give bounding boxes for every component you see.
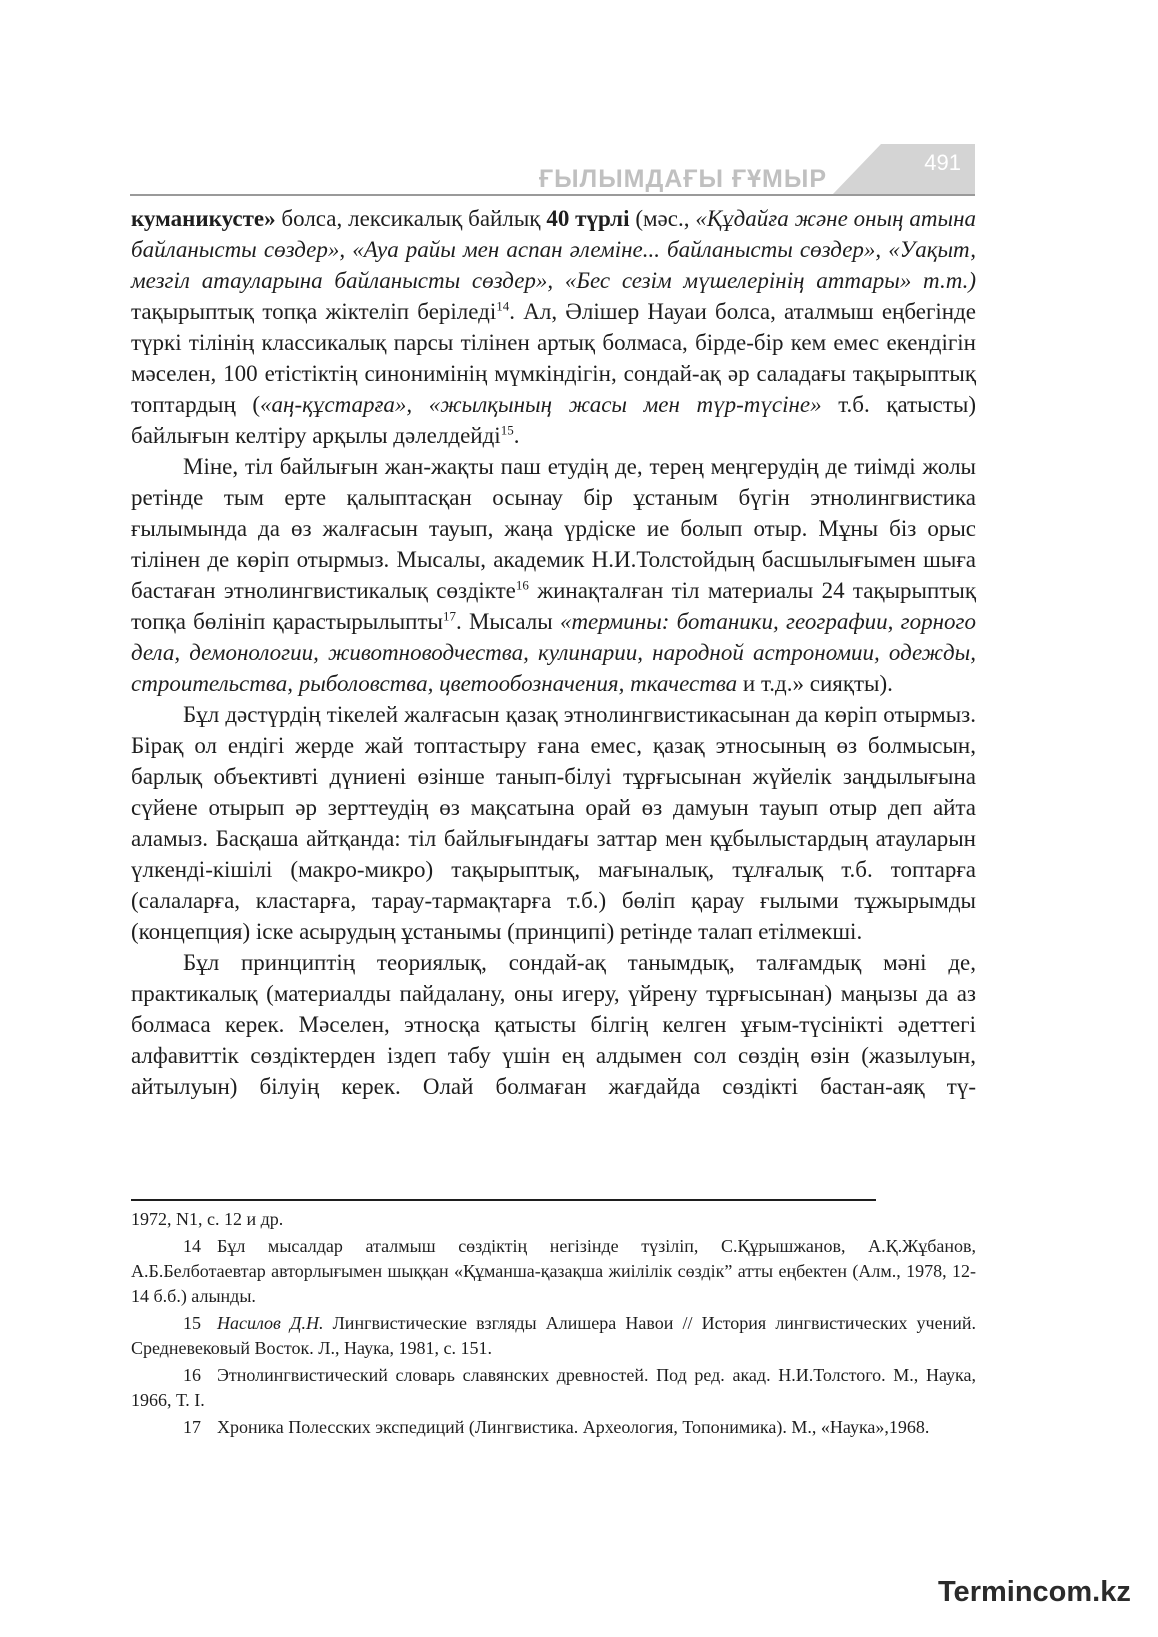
text-run: т.б. қатысты) байлығын келтіру арқылы дәлелдейді bbox=[131, 392, 976, 448]
footnote-text: Бұл мысалдар аталмыш сөздіктің негізінде түзіліп, С.Құрышжанов, А.Қ.Жұбанов, А.Б.Белботаевтар авторлығымен шыққан «Құманша-қазақша жиілілік сөздік” атты еңбектен (Алм., 1978, 12-14 б.б.) алынды. bbox=[131, 1236, 976, 1306]
footnote-number: 14 bbox=[183, 1236, 201, 1256]
text-run: . Ал, Әлішер Науаи болса, аталмыш еңбегінде түркі тілінің классикалық парсы тілінен артық болмаса, бірде-бір кем емес екендігін мәселен, 100 етістіктің синонимінің мүмкіндігін, сондай-ақ әр саладағы тақырыптық топтардың ( bbox=[131, 299, 976, 417]
text-run: . Мысалы bbox=[455, 609, 560, 634]
header-rule bbox=[130, 194, 975, 196]
footnote-continuation: 1972, N1, с. 12 и др. bbox=[131, 1209, 284, 1229]
footnote-number: 15 bbox=[183, 1313, 201, 1333]
italic-examples: «Құдайға және оның атына байланысты сөздер», «Ауа райы мен аспан әлеміне... байланысты сөздер», «Уақыт, мезгіл атауларына байланысты сөздер», «Бес сезім мүшелерінің аттары» т.т.) bbox=[131, 206, 976, 293]
text-run: болса, лексикалық байлық bbox=[275, 206, 547, 231]
site-watermark-logo: Termincom.kz bbox=[938, 1576, 1131, 1608]
footnotes bbox=[131, 1207, 976, 1442]
text-run: жинақталған тіл материалы 24 тақырыптық топқа бөлініп қарастырылыпты bbox=[131, 578, 976, 634]
footnote-author: Насилов Д.Н. bbox=[217, 1313, 324, 1333]
footnote-17 bbox=[131, 1415, 976, 1440]
footnote-text: Хроника Полесских экспедиций (Лингвистика. Археология, Топонимика). М., «Наука»,1968. bbox=[217, 1417, 930, 1437]
text-run: и т.д.» сияқты). bbox=[737, 671, 893, 696]
footnote-ref-16[interactable]: 16 bbox=[515, 577, 529, 593]
footnote-text: Этнолингвистический словарь славянских древностей. Под ред. акад. Н.И.Толстого. М., Наука, 1966, Т. I. bbox=[131, 1365, 976, 1410]
page-number: 491 bbox=[924, 150, 961, 175]
footnote-14 bbox=[131, 1234, 976, 1309]
text-run: (мәс., bbox=[629, 206, 696, 231]
italic-terms: «термины: ботаники, географии, горного дела, демонологии, животноводчества, кулинарии, народной астрономии, одежды, строительства, рыболовства, цветообозначения, ткачества bbox=[131, 609, 976, 696]
bold-term: куманикусте» bbox=[131, 206, 276, 231]
bold-count: 40 түрлі bbox=[546, 206, 630, 231]
italic-examples: «аң-құстарға», «жылқының жасы мен түр-түсіне» bbox=[260, 392, 822, 417]
footnote-number: 17 bbox=[183, 1417, 201, 1437]
running-header bbox=[130, 144, 975, 196]
running-title: ҒЫЛЫМДАҒЫ ҒҰМЫР bbox=[539, 165, 827, 193]
text-run: . bbox=[513, 423, 520, 448]
footnote-16 bbox=[131, 1363, 976, 1413]
footnote-separator bbox=[131, 1199, 876, 1201]
footnote-15 bbox=[131, 1311, 976, 1361]
paragraph-1 bbox=[131, 203, 976, 451]
paragraph-4: Бұл принциптің теориялық, сондай-ақ танымдық, талғамдық мәні де, практикалық (материалды пайдалану, оны игеру, үйрену тұрғысынан) маңызы да аз болмаса керек. Мәселен, этносқа қатысты білгің келген ұғым-түсінікті әдеттегі алфавиттік сөздіктерден іздеп табу үшін ең алдымен сол сөздің өзін (жазылуын, айтылуын) білуің керек. Олай болмаған жағдайда сөздікті бастан-аяқ тү- bbox=[131, 950, 976, 1099]
footnote-ref-15[interactable]: 15 bbox=[500, 422, 514, 438]
footnote-ref-14[interactable]: 14 bbox=[496, 298, 510, 314]
footnote-text: Лингвистические взгляды Алишера Навои // История лингвистических учений. Средневековый Восток. Л., Наука, 1981, с. 151. bbox=[131, 1313, 976, 1358]
text-run: Міне, тіл байлығын жан-жақты паш етудің де, терең меңгерудің де тиімді жолы ретінде тым ерте қалыптасқан осынау бір ұстаным бүгін этнолингвистика ғылымында да өз жалғасын тауып, жаңа үрдіске ие болып отыр. Мұны біз орыс тілінен де көріп отырмыз. Мысалы, академик Н.И.Толстойдың басшылығымен шыға бастаған этнолингвистикалық сөздікте bbox=[131, 454, 976, 603]
text-run: тақырыптық топқа жіктеліп беріледі bbox=[131, 299, 497, 324]
footnote-ref-17[interactable]: 17 bbox=[442, 608, 456, 624]
footnote-number: 16 bbox=[183, 1365, 201, 1385]
paragraph-3: Бұл дәстүрдің тікелей жалғасын қазақ этнолингвистикасынан да көріп отырмыз. Бірақ ол ендігі жерде жай топтастыру ғана емес, қазақ этносының өз болмысын, барлық объективті дүниені өзінше танып-білуі тұрғысынан жүйелік заңдылығына сүйене отырып әр зерттеудің өз мақсатына орай өз дамуын тауып отыр деп айта аламыз. Басқаша айтқанда: тіл байлығындағы заттар мен құбылыстардың атауларын үлкенді-кішілі (макро-микро) тақырыптық, мағыналық, тұлғалық т.б. топтарға (салаларға, кластарға, тарау-тармақтарға т.б.) бөліп қарау ғылыми тұжырымды (концепция) іске асырудың ұстанымы (принципі) ретінде талап етілмекші. bbox=[131, 702, 976, 944]
paragraph-2 bbox=[131, 451, 976, 699]
main-text bbox=[131, 203, 976, 1102]
